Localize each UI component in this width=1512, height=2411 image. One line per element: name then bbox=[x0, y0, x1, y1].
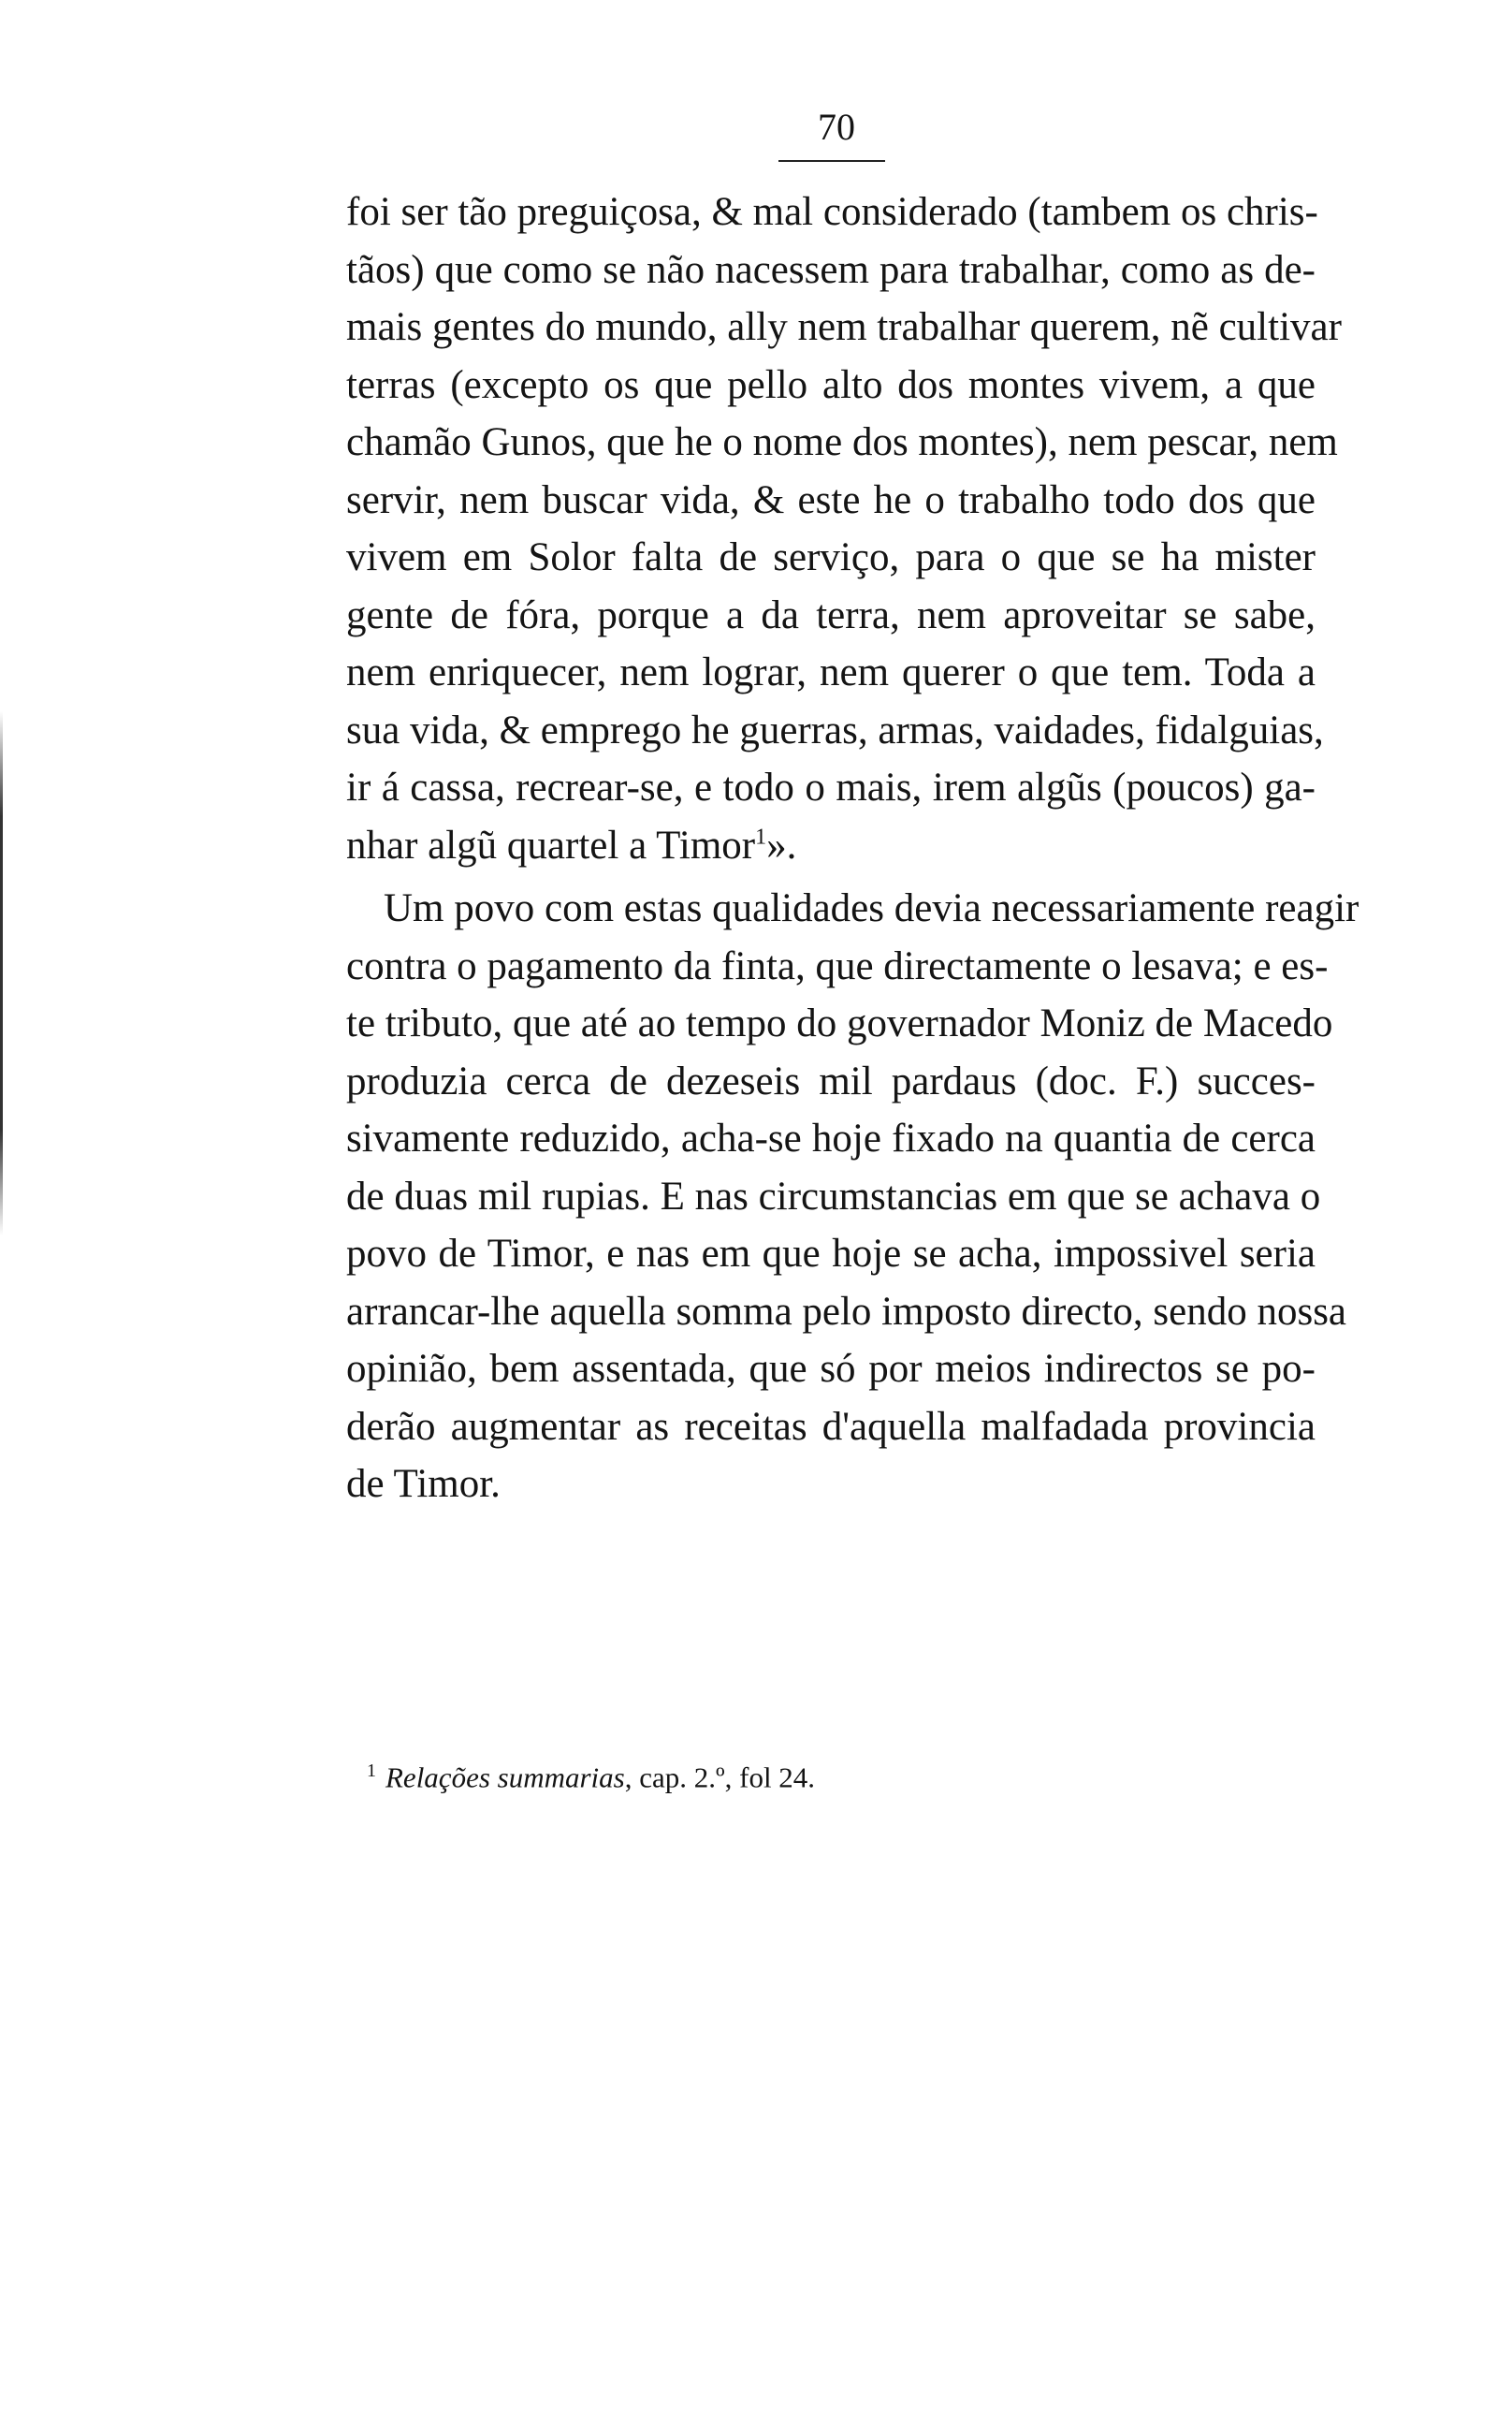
text-line: sivamente reduzido, acha-se hoje fixado na quantia de cerca bbox=[346, 1117, 1316, 1161]
text-line: gente de fóra, porque a da terra, nem aproveitar se sabe, bbox=[346, 592, 1316, 637]
text-line: povo de Timor, e nas em que hoje se acha, impossivel seria bbox=[346, 1232, 1316, 1276]
footnote bbox=[367, 1752, 815, 1796]
text-line: nem enriquecer, nem lograr, nem querer o que tem. Toda a bbox=[346, 650, 1316, 694]
paragraph-1 bbox=[346, 183, 1342, 874]
text-line: ir á cassa, recrear-se, e todo o mais, irem algũs (poucos) ga- bbox=[346, 766, 1316, 810]
footnote-marker: 1 bbox=[367, 1761, 376, 1781]
text-line: chamão Gunos, que he o nome dos montes), nem pescar, nem bbox=[346, 420, 1338, 464]
text-line-last bbox=[346, 817, 1316, 875]
page-number-rule bbox=[778, 160, 885, 162]
footnote-source-title: Relações summarias bbox=[385, 1761, 625, 1794]
text-line: servir, nem buscar vida, & este he o trabalho todo dos que bbox=[346, 477, 1316, 522]
text-line: opinião, bem assentada, que só por meios indirectos se po- bbox=[346, 1347, 1316, 1391]
paragraph-2 bbox=[346, 880, 1359, 1513]
footnote-reference[interactable]: 1 bbox=[755, 825, 767, 850]
text-line: arrancar-lhe aquella somma pelo imposto directo, sendo nossa bbox=[346, 1289, 1347, 1334]
body-text bbox=[346, 183, 1359, 1513]
text-line: sua vida, & emprego he guerras, armas, vaidades, fidalguias, bbox=[346, 708, 1324, 753]
text-line: vivem em Solor falta de serviço, para o que se ha mister bbox=[346, 535, 1316, 579]
last-line-end: ». bbox=[766, 823, 797, 868]
last-line-text: nhar algũ quartel a Timor bbox=[346, 823, 756, 868]
text-line: tãos) que como se não nacessem para trabalhar, como as de- bbox=[346, 247, 1316, 292]
text-line: mais gentes do mundo, ally nem trabalhar querem, nẽ cultivar bbox=[346, 305, 1342, 349]
text-line: contra o pagamento da finta, que directamente o lesava; e es- bbox=[346, 943, 1329, 988]
page-edge-shadow bbox=[0, 711, 3, 1235]
text-line: te tributo, que até ao tempo do governador Moniz de Macedo bbox=[346, 1001, 1333, 1045]
page-number: 70 bbox=[818, 106, 855, 148]
text-line-last: de Timor. bbox=[346, 1462, 501, 1506]
text-line: foi ser tão preguiçosa, & mal considerado (tambem os chris- bbox=[346, 190, 1318, 234]
text-line: Um povo com estas qualidades devia necessariamente reagir bbox=[384, 886, 1359, 930]
text-line: terras (excepto os que pello alto dos montes vivem, a que bbox=[346, 362, 1316, 407]
text-line: derão augmentar as receitas d'aquella malfadada provincia bbox=[346, 1404, 1316, 1449]
text-line: de duas mil rupias. E nas circumstancias em que se achava o bbox=[346, 1174, 1321, 1219]
footnote-source-details: , cap. 2.º, fol 24. bbox=[624, 1761, 816, 1794]
text-line: produzia cerca de dezeseis mil pardaus (doc. F.) succes- bbox=[346, 1059, 1316, 1103]
